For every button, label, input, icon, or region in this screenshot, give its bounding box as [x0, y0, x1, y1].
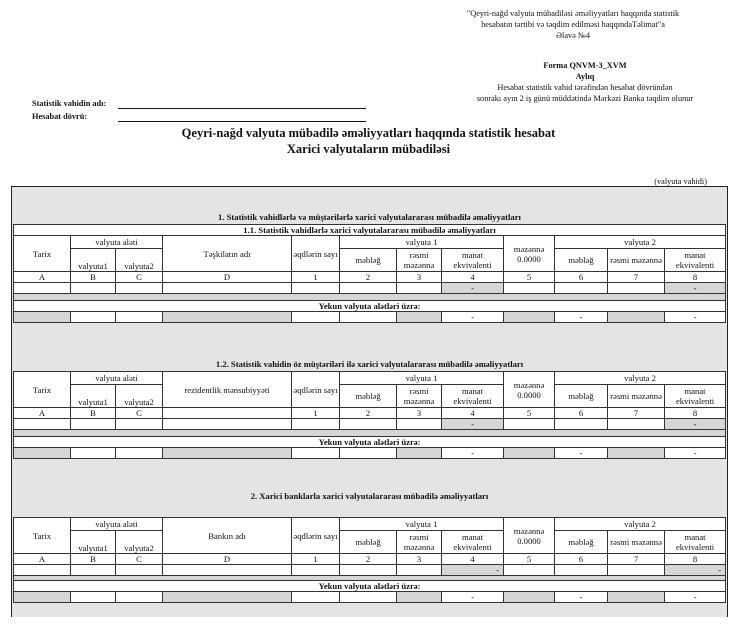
col-amount: məbləğ	[555, 385, 608, 408]
computed-cell: -	[442, 283, 504, 294]
cell[interactable]	[14, 283, 71, 294]
unit-name-label: Statistik vahidin adı:	[32, 99, 107, 108]
cell[interactable]	[397, 283, 442, 294]
section-1-title: 1. Statistik vahidlərlə və müştərilərlə xarici valyutalararası mübadilə əməliyyatları	[218, 212, 521, 222]
cell[interactable]	[340, 565, 397, 576]
cell[interactable]	[116, 448, 163, 459]
cell[interactable]	[504, 283, 555, 294]
col-currency2: valyuta2	[116, 249, 163, 272]
col-amount: məbləğ	[340, 249, 397, 272]
code-a: A	[14, 272, 71, 283]
total-label: Yekun valyuta alətləri üzrə:	[14, 301, 726, 312]
code-b: B	[71, 554, 116, 565]
submission-line-2: sonrakı ayın 2 iş günü müddətində Mərkəzi Banka təqdim olunur	[476, 94, 694, 103]
computed-cell: -	[442, 448, 504, 459]
unit-name-line[interactable]	[118, 108, 366, 109]
cell	[163, 312, 292, 323]
report-subtitle: Xarici valyutaların mübadiləsi	[286, 142, 451, 156]
cell[interactable]	[163, 565, 292, 576]
col-date: Tarix	[14, 372, 71, 408]
table-1-1	[13, 224, 726, 323]
code-c: C	[116, 272, 163, 283]
cell[interactable]	[555, 419, 608, 430]
period-label: Hesabat dövrü:	[32, 112, 88, 121]
col-currency1: valyuta1	[71, 385, 116, 408]
cell[interactable]	[340, 312, 397, 323]
cell[interactable]	[116, 312, 163, 323]
cell[interactable]	[116, 565, 163, 576]
cell[interactable]	[608, 565, 665, 576]
code-a: A	[14, 408, 71, 419]
code-2: 2	[340, 408, 397, 419]
cell[interactable]	[504, 565, 555, 576]
cell[interactable]	[608, 419, 665, 430]
section-2-title: 2. Xarici banklarla xarici valyutalararası mübadilə əməliyyatları	[250, 491, 489, 501]
cell[interactable]	[163, 283, 292, 294]
total-label: Yekun valyuta alətləri üzrə:	[14, 437, 726, 448]
total-label: Yekun valyuta alətləri üzrə:	[14, 581, 726, 592]
col-amount: məbləğ	[555, 249, 608, 272]
col-official-rate: rəsmi məzənnə	[608, 531, 665, 554]
computed-cell: -	[665, 448, 726, 459]
col-deal-count: əqdlərin sayı	[292, 236, 340, 272]
cell[interactable]	[608, 283, 665, 294]
cell	[163, 448, 292, 459]
code-b: B	[71, 272, 116, 283]
cell	[608, 592, 665, 603]
cell[interactable]	[504, 419, 555, 430]
cell[interactable]	[71, 448, 116, 459]
code-d: D	[163, 272, 292, 283]
period-line[interactable]	[118, 121, 366, 122]
computed-cell: -	[442, 312, 504, 323]
currency-unit-note: (valyuta vahidi)	[654, 177, 707, 186]
cell[interactable]	[397, 419, 442, 430]
cell	[14, 448, 71, 459]
col-official-rate: rəsmi məzənnə	[608, 385, 665, 408]
computed-cell: -	[442, 592, 504, 603]
col-manat-equiv: manat ekvivalenti	[442, 385, 504, 408]
computed-cell: -	[555, 312, 608, 323]
cell[interactable]	[397, 565, 442, 576]
cell	[608, 448, 665, 459]
code-6: 6	[555, 408, 608, 419]
code-1: 1	[292, 408, 340, 419]
period-field[interactable]	[32, 112, 87, 121]
spacer-row	[14, 294, 726, 301]
col-currency-2: valyuta 2	[555, 236, 726, 249]
total-row[interactable]	[14, 448, 726, 459]
code-1: 1	[292, 554, 340, 565]
cell	[14, 592, 71, 603]
code-d: D	[163, 554, 292, 565]
cell	[14, 312, 71, 323]
code-5: 5	[504, 408, 555, 419]
cell	[608, 312, 665, 323]
cell[interactable]	[163, 419, 292, 430]
report-sheet	[11, 186, 728, 617]
cell	[397, 448, 442, 459]
cell[interactable]	[340, 448, 397, 459]
code-6: 6	[555, 554, 608, 565]
code-5: 5	[504, 272, 555, 283]
cell[interactable]	[116, 419, 163, 430]
cell[interactable]	[116, 283, 163, 294]
code-3: 3	[397, 408, 442, 419]
code-3: 3	[397, 272, 442, 283]
section-1-2-title: 1.2. Statistik vahidin öz müştəriləri ilə xarici valyutalararası mübadilə əməliyyatları	[215, 359, 524, 369]
code-b: B	[71, 408, 116, 419]
col-rate: məzənnə 0.0000	[504, 518, 555, 554]
cell	[163, 592, 292, 603]
col-currency-1: valyuta 1	[340, 372, 504, 385]
unit-name-field[interactable]	[32, 99, 106, 108]
cell[interactable]	[340, 592, 397, 603]
code-a: A	[14, 554, 71, 565]
col-manat-equiv: manat ekvivalenti	[442, 249, 504, 272]
appendix-number: Əlavə №4	[556, 31, 590, 40]
col-currency2: valyuta2	[116, 385, 163, 408]
form-code: Forma QNVM-3_XVM	[543, 61, 627, 70]
data-row[interactable]	[14, 565, 726, 576]
cell	[504, 592, 555, 603]
code-d-empty	[163, 408, 292, 419]
col-amount: məbləğ	[340, 531, 397, 554]
cell[interactable]	[292, 592, 340, 603]
col-amount: məbləğ	[340, 385, 397, 408]
code-7: 7	[608, 408, 665, 419]
cell[interactable]	[555, 283, 608, 294]
cell[interactable]	[14, 419, 71, 430]
col-rate: məzənnə 0.0000	[504, 236, 555, 272]
computed-cell: -	[665, 283, 726, 294]
col-currency-1: valyuta 1	[340, 236, 504, 249]
col-amount: məbləğ	[555, 531, 608, 554]
col-currency2: valyuta2	[116, 531, 163, 554]
code-3: 3	[397, 554, 442, 565]
col-org-name: Təşkilatın adı	[163, 236, 292, 272]
code-5: 5	[504, 554, 555, 565]
col-currency-2: valyuta 2	[555, 372, 726, 385]
col-manat-equiv: manat ekvivalenti	[665, 531, 726, 554]
code-2: 2	[340, 554, 397, 565]
computed-cell: -	[555, 448, 608, 459]
spacer	[14, 430, 726, 437]
cell[interactable]	[116, 592, 163, 603]
code-6: 6	[555, 272, 608, 283]
submission-line-1: Hesabat statistik vahid tərəfindən hesabat dövründən	[497, 83, 673, 92]
cell[interactable]	[292, 312, 340, 323]
code-7: 7	[608, 554, 665, 565]
col-instrument: valyuta aləti	[71, 372, 163, 385]
computed-cell: -	[442, 565, 504, 576]
cell[interactable]	[292, 419, 340, 430]
cell[interactable]	[292, 283, 340, 294]
col-official-rate: rəsmi məzənnə	[397, 249, 442, 272]
col-manat-equiv: manat ekvivalenti	[665, 385, 726, 408]
code-8: 8	[665, 408, 726, 419]
col-bank-name: Bankın adı	[163, 518, 292, 554]
cell	[397, 592, 442, 603]
col-date: Tarix	[14, 236, 71, 272]
cell[interactable]	[71, 283, 116, 294]
report-title: Qeyri-nağd valyuta mübadilə əməliyyatları haqqında statistik hesabat	[181, 126, 556, 140]
computed-cell: -	[665, 592, 726, 603]
col-instrument: valyuta aləti	[71, 518, 163, 531]
computed-cell: -	[442, 419, 504, 430]
col-residency: rezidentlik mənsubiyyəti	[163, 372, 292, 408]
col-rate: məzənnə 0.0000	[504, 372, 555, 408]
form-info	[450, 60, 720, 104]
col-currency1: valyuta1	[71, 531, 116, 554]
computed-cell: -	[665, 312, 726, 323]
reference-line-1: "Qeyri-nağd valyuta mübadiləsi əməliyyatları haqqında statistik	[466, 9, 680, 18]
code-c: C	[116, 408, 163, 419]
table-2	[13, 517, 726, 603]
cell[interactable]	[14, 565, 71, 576]
reference-line-2: hesabatın tərtibi və təqdim edilməsi haqqındaTəlimat"a	[481, 20, 665, 29]
code-2: 2	[340, 272, 397, 283]
col-official-rate: rəsmi məzənnə	[397, 385, 442, 408]
cell	[504, 312, 555, 323]
col-date: Tarix	[14, 518, 71, 554]
code-1: 1	[292, 272, 340, 283]
computed-cell: -	[665, 565, 726, 576]
cell[interactable]	[292, 565, 340, 576]
data-row[interactable]	[14, 283, 726, 294]
cell[interactable]	[292, 448, 340, 459]
table-1-2	[13, 371, 726, 459]
col-deal-count: əqdlərin sayı	[292, 372, 340, 408]
code-4: 4	[442, 554, 504, 565]
cell	[397, 312, 442, 323]
code-4: 4	[442, 272, 504, 283]
col-official-rate: rəsmi məzənnə	[397, 531, 442, 554]
code-7: 7	[608, 272, 665, 283]
col-manat-equiv: manat ekvivalenti	[665, 249, 726, 272]
reference-header	[443, 8, 703, 41]
cell[interactable]	[340, 419, 397, 430]
cell[interactable]	[71, 565, 116, 576]
col-currency1: valyuta1	[71, 249, 116, 272]
data-row[interactable]	[14, 419, 726, 430]
col-deal-count: əqdlərin sayı	[292, 518, 340, 554]
code-8: 8	[665, 272, 726, 283]
total-row[interactable]	[14, 592, 726, 603]
cell[interactable]	[71, 312, 116, 323]
computed-cell: -	[665, 419, 726, 430]
col-manat-equiv: manat ekvivalenti	[442, 531, 504, 554]
col-official-rate: rəsmi məzənnə	[608, 249, 665, 272]
total-row[interactable]	[14, 312, 726, 323]
cell[interactable]	[340, 283, 397, 294]
cell[interactable]	[71, 592, 116, 603]
cell	[504, 448, 555, 459]
code-4: 4	[442, 408, 504, 419]
spacer	[14, 294, 726, 301]
col-currency-2: valyuta 2	[555, 518, 726, 531]
periodicity: Aylıq	[575, 72, 595, 81]
spacer-row	[14, 430, 726, 437]
code-8: 8	[665, 554, 726, 565]
cell[interactable]	[71, 419, 116, 430]
section-1-1-title: 1.1. Statistik vahidlərlə xarici valyutalararası mübadilə əməliyyatları	[14, 225, 726, 236]
cell[interactable]	[555, 565, 608, 576]
code-c: C	[116, 554, 163, 565]
col-instrument: valyuta aləti	[71, 236, 163, 249]
col-currency-1: valyuta 1	[340, 518, 504, 531]
computed-cell: -	[555, 592, 608, 603]
